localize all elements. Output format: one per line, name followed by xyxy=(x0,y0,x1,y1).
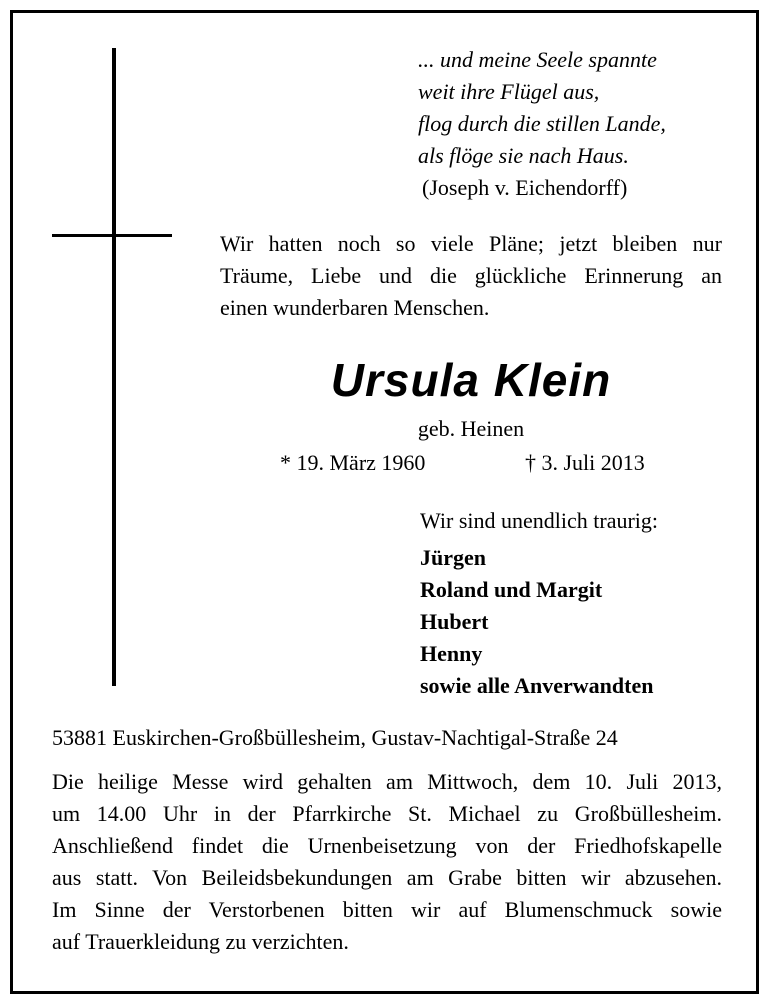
mourner-name: Roland und Margit xyxy=(420,577,603,602)
intro-line: einen wunderbaren Menschen. xyxy=(220,295,490,320)
mourner-name: sowie alle Anverwandten xyxy=(420,673,654,698)
mourner-name: Hubert xyxy=(420,609,489,634)
maiden-name: geb. Heinen xyxy=(417,416,525,441)
death-date: † 3. Juli 2013 xyxy=(525,450,645,475)
service-line: aus statt. Von Beileidsbekundungen am Grabe bitten wir abzusehen. xyxy=(52,865,722,890)
address: 53881 Euskirchen-Großbüllesheim, Gustav-Nachtigal-Straße 24 xyxy=(52,725,618,750)
deceased-name: Ursula Klein xyxy=(330,354,612,406)
cross-vertical-bar xyxy=(112,48,116,686)
service-info xyxy=(52,766,722,958)
poem-line: flog durch die stillen Lande, xyxy=(418,111,666,136)
mourner-name: Henny xyxy=(420,641,483,666)
cross-horizontal-bar xyxy=(52,234,172,237)
service-line: Anschließend findet die Urnenbeisetzung von der Friedhofskapelle xyxy=(52,833,722,858)
birth-date: * 19. März 1960 xyxy=(280,450,426,475)
intro-line: Wir hatten noch so viele Pläne; jetzt bleiben nur xyxy=(220,231,722,256)
mourners-heading: Wir sind unendlich traurig: xyxy=(420,508,659,533)
poem-quote xyxy=(418,44,666,172)
poem-line: weit ihre Flügel aus, xyxy=(418,79,600,104)
poem-line: als flöge sie nach Haus. xyxy=(418,143,629,168)
poem-line: ... und meine Seele spannte xyxy=(418,47,657,72)
service-line: Die heilige Messe wird gehalten am Mittwoch, dem 10. Juli 2013, xyxy=(52,769,722,794)
service-line: Im Sinne der Verstorbenen bitten wir auf Blumenschmuck sowie xyxy=(52,897,722,922)
service-line: auf Trauerkleidung zu verzichten. xyxy=(52,929,349,954)
poem-author: (Joseph v. Eichendorff) xyxy=(422,175,628,200)
mourners-list xyxy=(420,542,653,702)
service-line: um 14.00 Uhr in der Pfarrkirche St. Michael zu Großbüllesheim. xyxy=(52,801,722,826)
mourner-name: Jürgen xyxy=(420,545,486,570)
intro-line: Träume, Liebe und die glückliche Erinnerung an xyxy=(220,263,722,288)
intro-text xyxy=(220,228,722,324)
